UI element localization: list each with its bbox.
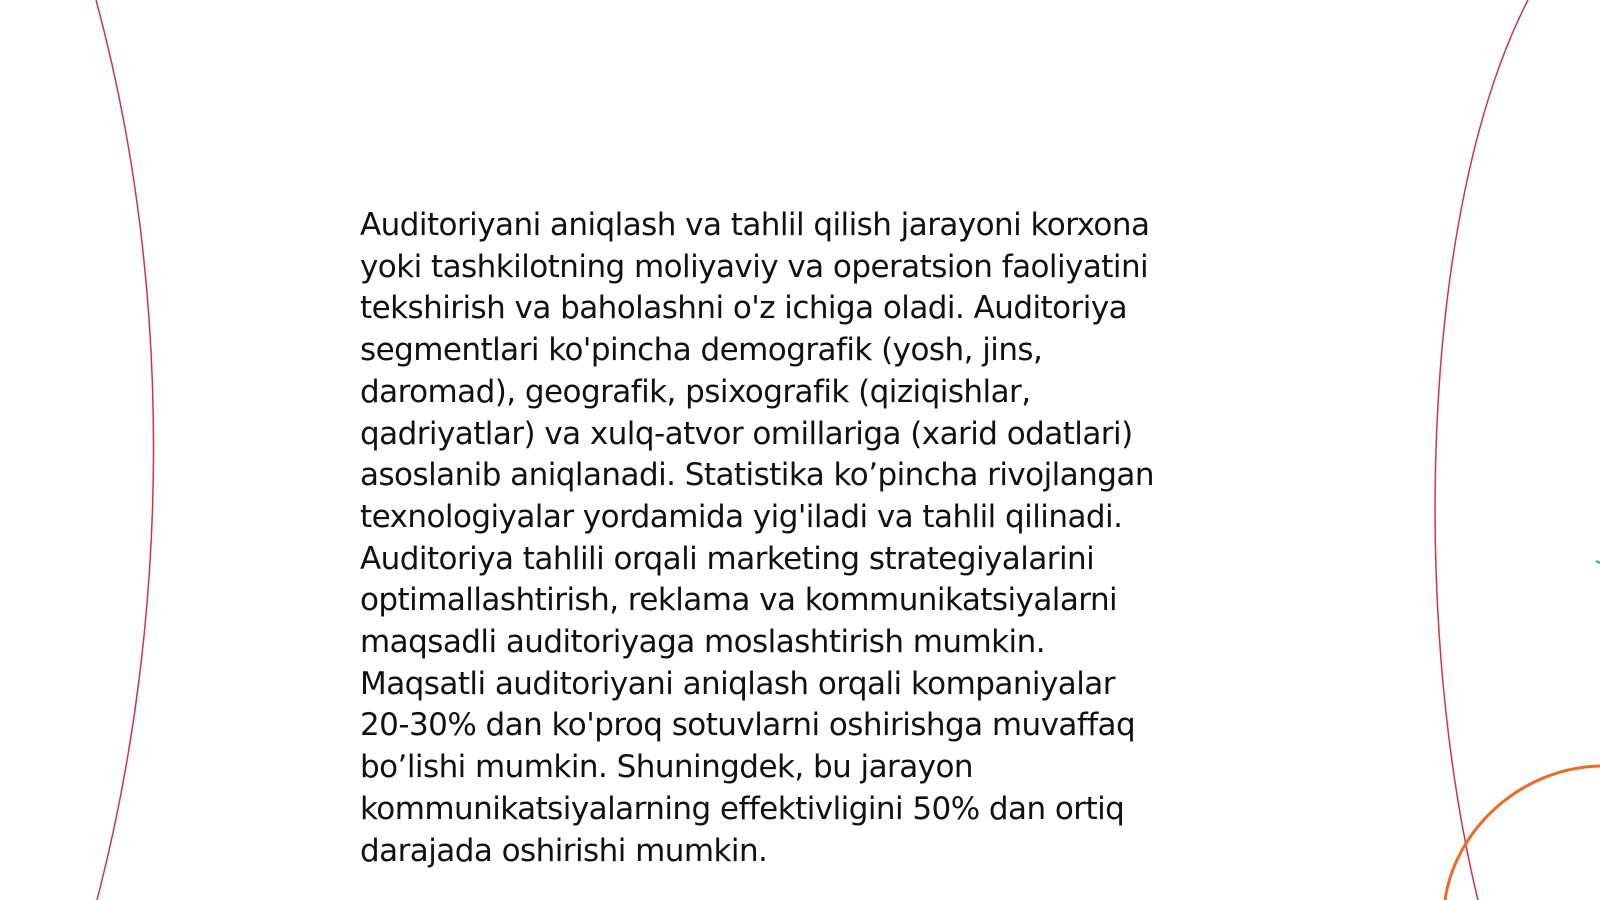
small-teal-mark (1596, 561, 1600, 563)
left-curve-line (96, 0, 154, 900)
right-curve-line (1435, 0, 1528, 900)
orange-arc (1445, 766, 1600, 900)
body-paragraph: Auditoriyani aniqlash va tahlil qilish jarayoni korxona yoki tashkilotning moliyaviy va operatsion faoliyatini tekshirish va baholashni o'z ichiga oladi. Auditoriya segmentlari ko'pincha demografik (yosh, jins, daromad), geografik, psixografik (qiziqishlar, qadriyatlar) va xulq-atvor omillariga (xarid odatlari) asoslanib aniqlanadi. Statistika ko’pincha rivojlangan texnologiyalar yordamida yig'iladi va tahlil qilinadi. Auditoriya tahlili orqali marketing strategiyalarini optimallashtirish, reklama va kommunikatsiyalarni maqsadli auditoriyaga moslashtirish mumkin. Maqsatli auditoriyani aniqlash orqali kompaniyalar 20-30% dan ko'proq sotuvlarni oshirishga muvaffaq bo’lishi mumkin. Shuningdek, bu jarayon kommunikatsiyalarning effektivligini 50% dan ortiq darajada oshirishi mumkin. (360, 207, 1154, 869)
